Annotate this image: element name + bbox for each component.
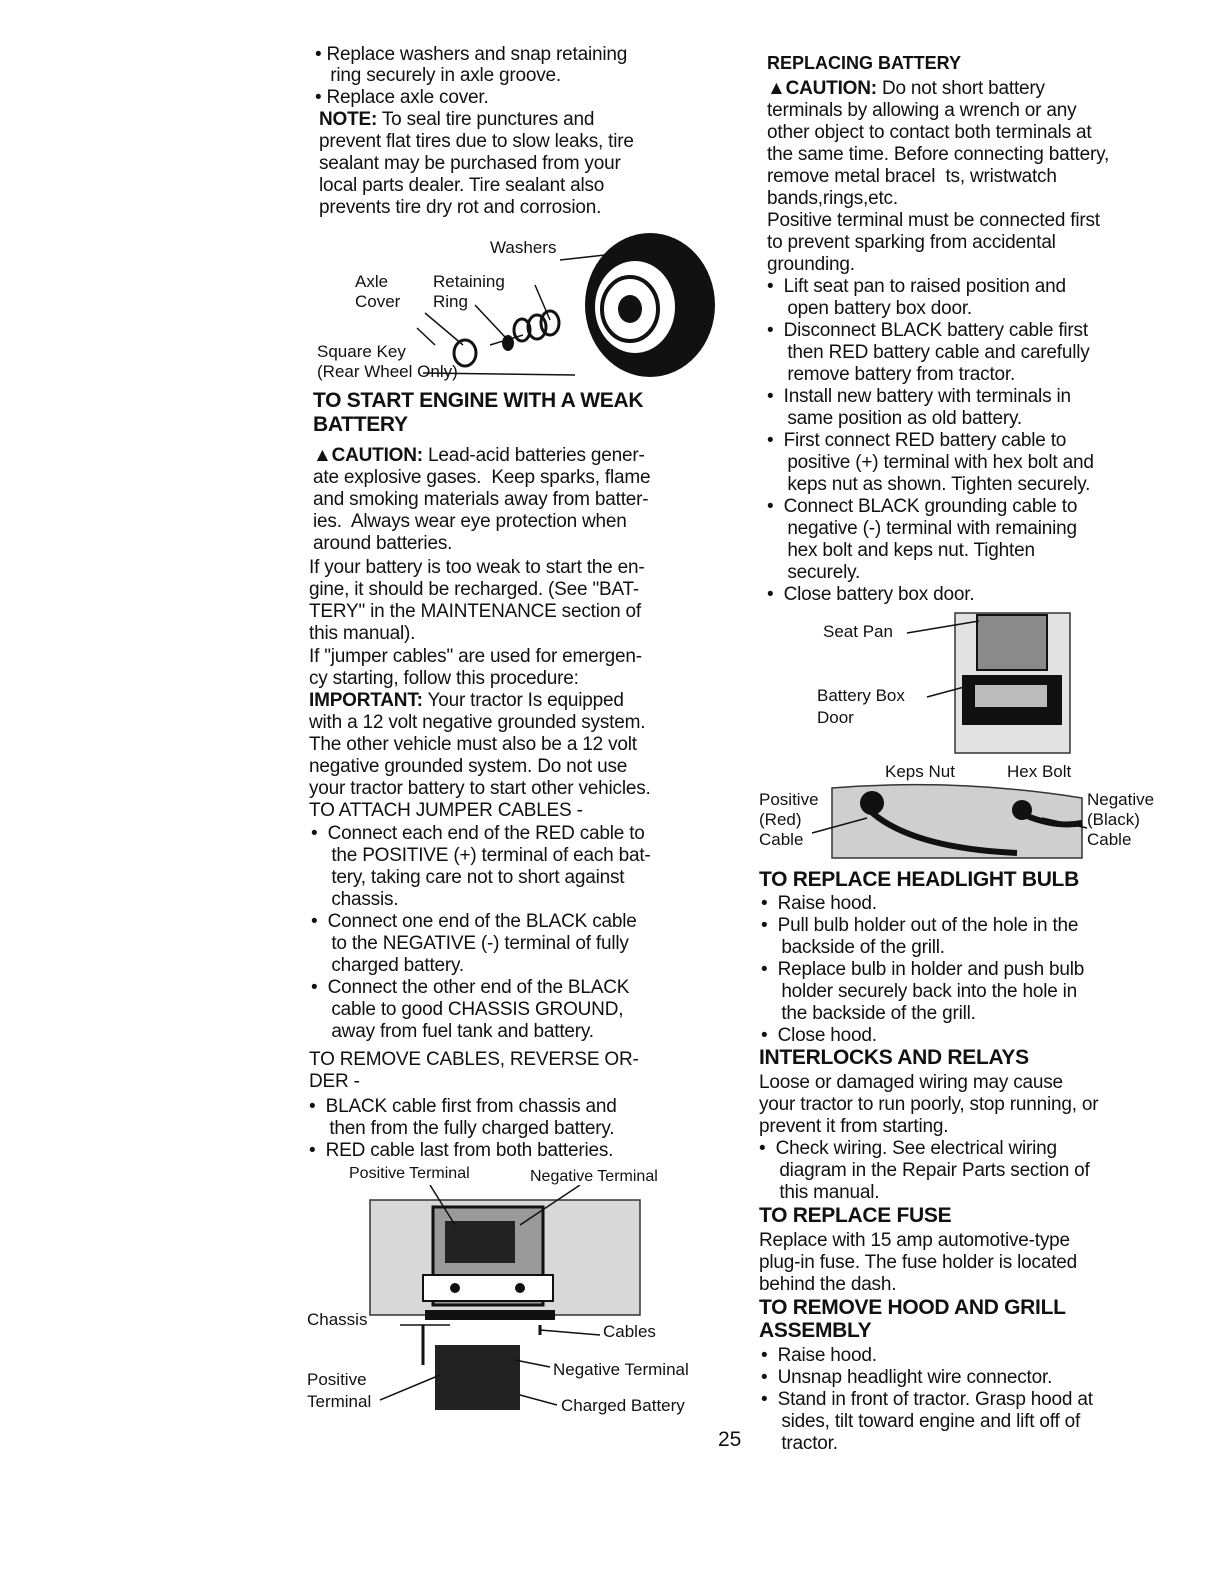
fuse-line: Replace with 15 amp automotive-type (759, 1230, 1070, 1251)
caution-line: around batteries. (313, 533, 453, 554)
axle-bullet-1b: ring securely in axle groove. (315, 65, 561, 86)
interlocks-line: • Check wiring. See electrical wiring (759, 1138, 1057, 1159)
note-line: To seal tire punctures and (377, 109, 595, 130)
attach-bullet: cable to good CHASSIS GROUND, (311, 999, 624, 1020)
attach-bullet: the POSITIVE (+) terminal of each bat- (311, 845, 651, 866)
important-paragraph (309, 690, 624, 711)
cables-label: Cables (603, 1322, 656, 1341)
battery-bullet: • Close battery box door. (767, 584, 975, 605)
weak-line: TERY" in the MAINTENANCE section of (309, 601, 642, 622)
negative-label-right: Negative (1087, 790, 1155, 809)
headlight-bullet: backside of the grill. (761, 937, 945, 958)
interlocks-line: your tractor to run poorly, stop running, or (759, 1094, 1099, 1115)
attach-bullet: away from fuel tank and battery. (311, 1021, 594, 1042)
caution-icon: ▲ (313, 445, 332, 466)
ring-label: Ring (433, 292, 468, 311)
battery-bullet: • Lift seat pan to raised position and (767, 276, 1066, 297)
important-line: your tractor battery to start other vehicles. (309, 778, 651, 799)
washers-label: Washers (490, 238, 557, 257)
weak-battery-heading: TO START ENGINE WITH A WEAK (313, 389, 644, 412)
battery-bullet: remove battery from tractor. (767, 364, 1016, 385)
battery-bullet: same position as old battery. (767, 408, 1022, 429)
caution-label-right: CAUTION: (785, 78, 877, 99)
positive-label-right: Positive (759, 790, 819, 809)
note-line: sealant may be purchased from your (319, 153, 621, 174)
headlight-bullet: holder securely back into the hole in (761, 981, 1078, 1002)
hood-bullet: tractor. (761, 1433, 838, 1454)
charged-battery-shape (435, 1345, 520, 1410)
caution-paragraph-right (767, 78, 1045, 99)
hood-bullet: • Raise hood. (761, 1345, 877, 1366)
battery-bullet: • Disconnect BLACK battery cable first (767, 320, 1088, 341)
caution-line: to prevent sparking from accidental (767, 232, 1056, 253)
replacing-battery-heading: REPLACING BATTERY (767, 53, 962, 73)
caution-line: terminals by allowing a wrench or any (767, 100, 1077, 121)
seat-pan-label: Seat Pan (823, 622, 893, 641)
caution-line: ate explosive gases. Keep sparks, flame (313, 467, 651, 488)
note-line: prevent flat tires due to slow leaks, tire (319, 131, 634, 152)
cover-label: Cover (355, 292, 401, 311)
caution-line: grounding. (767, 254, 855, 275)
fuse-heading: TO REPLACE FUSE (759, 1204, 952, 1227)
positive-terminal-label: Positive Terminal (349, 1165, 470, 1182)
interlocks-line: diagram in the Repair Parts section of (759, 1160, 1090, 1181)
weak-line: cy starting, follow this procedure: (309, 668, 579, 689)
remove-line: TO REMOVE CABLES, REVERSE OR- (309, 1049, 639, 1070)
hood-heading-2: ASSEMBLY (759, 1319, 872, 1342)
remove-line: DER - (309, 1071, 360, 1092)
battery-bullet: positive (+) terminal with hex bolt and (767, 452, 1094, 473)
caution-paragraph (313, 445, 645, 466)
door-label: Door (817, 708, 854, 727)
red-label: (Red) (759, 810, 802, 829)
caution-icon: ▲ (767, 78, 786, 99)
interlocks-line: Loose or damaged wiring may cause (759, 1072, 1063, 1093)
negative-terminal-label-2: Negative Terminal (553, 1360, 689, 1379)
attach-bullet: • Connect one end of the BLACK cable (311, 911, 637, 932)
seat-pan-figure (757, 605, 1182, 755)
axle-bullet-2: • Replace axle cover. (315, 87, 489, 108)
note-line: prevents tire dry rot and corrosion. (319, 197, 602, 218)
weak-line: this manual). (309, 623, 416, 644)
battery-bullet: • Connect BLACK grounding cable to (767, 496, 1078, 517)
attach-heading: TO ATTACH JUMPER CABLES - (309, 800, 583, 821)
attach-bullet: charged battery. (311, 955, 465, 976)
hood-bullet: • Stand in front of tractor. Grasp hood at (761, 1389, 1093, 1410)
hood-heading: TO REMOVE HOOD AND GRILL (759, 1296, 1066, 1319)
important-label: IMPORTANT: (309, 690, 423, 711)
page-number: 25 (718, 1428, 742, 1451)
note-paragraph (319, 109, 594, 130)
caution-label: CAUTION: (331, 445, 423, 466)
caution-line: bands,rings,etc. (767, 188, 898, 209)
weak-battery-heading-2: BATTERY (313, 413, 408, 436)
important-line: with a 12 volt negative grounded system. (309, 712, 646, 733)
remove-line: • RED cable last from both batteries. (309, 1140, 614, 1161)
black-label: (Black) (1087, 810, 1140, 829)
battery-bullet: hex bolt and keps nut. Tighten (767, 540, 1035, 561)
note-label: NOTE: (319, 109, 378, 130)
battery-bullet: open battery box door. (767, 298, 972, 319)
headlight-bullet: • Close hood. (761, 1025, 877, 1046)
remove-line: then from the fully charged battery. (309, 1118, 615, 1139)
battery-bullet: • Install new battery with terminals in (767, 386, 1071, 407)
attach-bullet: • Connect the other end of the BLACK (311, 977, 630, 998)
important-line: Your tractor Is equipped (422, 690, 624, 711)
fuse-line: plug-in fuse. The fuse holder is located (759, 1252, 1078, 1273)
headlight-bullet: • Pull bulb holder out of the hole in the (761, 915, 1079, 936)
headlight-heading: TO REPLACE HEADLIGHT BULB (759, 868, 1079, 891)
headlight-bullet: • Replace bulb in holder and push bulb (761, 959, 1085, 980)
retaining-ring-shape (502, 335, 514, 351)
interlocks-heading: INTERLOCKS AND RELAYS (759, 1046, 1029, 1069)
weak-line: If your battery is too weak to start the en- (309, 557, 645, 578)
caution-line: other object to contact both terminals at (767, 122, 1092, 143)
fuse-line: behind the dash. (759, 1274, 897, 1295)
keps-nut-label: Keps Nut (885, 762, 955, 781)
attach-bullet: to the NEGATIVE (-) terminal of fully (311, 933, 629, 954)
caution-line: and smoking materials away from batter- (313, 489, 649, 510)
caution-line: ies. Always wear eye protection when (313, 511, 627, 532)
positive-label: Positive (307, 1370, 367, 1389)
axle-bullet-1: • Replace washers and snap retaining (315, 44, 628, 65)
terminal-label: Terminal (307, 1392, 372, 1411)
battery-bullet: then RED battery cable and carefully (767, 342, 1090, 363)
battery-bullet: negative (-) terminal with remaining (767, 518, 1077, 539)
weak-line: gine, it should be recharged. (See "BAT- (309, 579, 640, 600)
interlocks-line: this manual. (759, 1182, 880, 1203)
cable-label-right: Cable (1087, 830, 1132, 849)
retaining-label: Retaining (433, 272, 505, 291)
cable-label-left: Cable (759, 830, 804, 849)
headlight-bullet: • Raise hood. (761, 893, 877, 914)
charged-battery-label: Charged Battery (561, 1396, 685, 1415)
attach-bullet: • Connect each end of the RED cable to (311, 823, 645, 844)
battery-box-label: Battery Box (817, 686, 905, 705)
caution-line: the same time. Before connecting battery, (767, 144, 1110, 165)
negative-terminal-label: Negative Terminal (530, 1168, 658, 1185)
axle-label: Axle (355, 272, 389, 291)
weak-line: If "jumper cables" are used for emergen- (309, 646, 642, 667)
important-line: negative grounded system. Do not use (309, 756, 628, 777)
battery-bullet: keps nut as shown. Tighten securely. (767, 474, 1091, 495)
hood-bullet: sides, tilt toward engine and lift off of (761, 1411, 1081, 1432)
chassis-label: Chassis (307, 1310, 368, 1329)
important-line: The other vehicle must also be a 12 volt (309, 734, 637, 755)
interlocks-line: prevent it from starting. (759, 1116, 949, 1137)
washer-shape (541, 311, 559, 335)
attach-bullet: chassis. (311, 889, 399, 910)
headlight-bullet: the backside of the grill. (761, 1003, 976, 1024)
jumper-cable-figure (305, 1185, 725, 1425)
attach-bullet: tery, taking care not to short against (311, 867, 625, 888)
remove-line: • BLACK cable first from chassis and (309, 1096, 617, 1117)
rear-wheel-only-label: (Rear Wheel Only) (317, 362, 458, 381)
caution-line: Lead-acid batteries gener- (422, 445, 645, 466)
battery-bullet: securely. (767, 562, 861, 583)
square-key-label: Square Key (317, 342, 406, 361)
note-line: local parts dealer. Tire sealant also (319, 175, 605, 196)
hood-bullet: • Unsnap headlight wire connector. (761, 1367, 1053, 1388)
seat-pan-shape (977, 615, 1047, 670)
caution-line: Positive terminal must be connected first (767, 210, 1100, 231)
battery-bullet: • First connect RED battery cable to (767, 430, 1067, 451)
caution-line: Do not short battery (876, 78, 1045, 99)
hex-bolt-label: Hex Bolt (1007, 762, 1072, 781)
caution-line: remove metal bracel ts, wristwatch (767, 166, 1057, 187)
